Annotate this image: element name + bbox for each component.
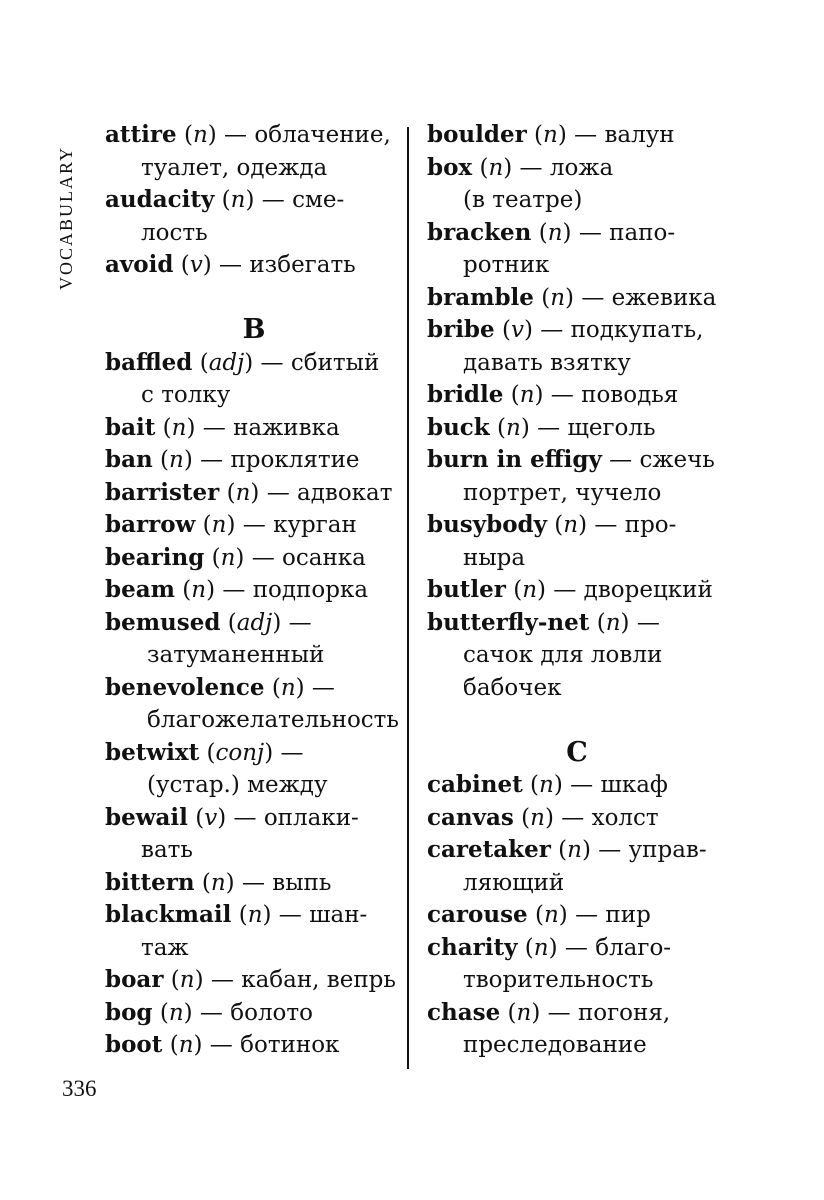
translation-continuation: вать [141, 837, 193, 863]
headword: bribe [427, 316, 495, 343]
headword: bramble [427, 283, 534, 311]
translation: сме- [292, 187, 345, 213]
vocab-entry [105, 1029, 403, 1062]
entry-first-line: blackmail (n) — шан- [105, 901, 368, 928]
column-divider [407, 127, 409, 1069]
vocab-entry [427, 412, 727, 445]
headword: bog [105, 998, 153, 1026]
translation: болото [230, 999, 313, 1026]
translation: про- [624, 512, 677, 538]
vocab-entry [427, 314, 727, 379]
vocab-entry [105, 997, 403, 1030]
part-of-speech: n [605, 609, 621, 636]
part-of-speech: n [247, 902, 263, 928]
headword: cabinet [427, 771, 523, 798]
headword: bearing [105, 543, 205, 571]
entry-first-line: carouse (n) — пир [427, 901, 651, 928]
translation-continuation: лость [141, 219, 208, 246]
translation-continuation: ныра [463, 544, 526, 571]
part-of-speech: n [533, 934, 549, 961]
translation: шан- [309, 902, 368, 928]
translation-continuation: благожелательность [147, 707, 399, 733]
translation: шкаф [600, 772, 668, 798]
headword: bridle [427, 381, 504, 408]
left-column [105, 119, 403, 1062]
translation-continuation: портрет, чучело [463, 479, 662, 506]
entry-first-line: bog (n) — болото [105, 998, 313, 1026]
translation: благо- [595, 934, 672, 961]
entry-first-line: betwixt (conj) — [105, 738, 304, 766]
vocab-entry [105, 672, 403, 737]
headword: barrister [105, 478, 220, 506]
entry-first-line: bramble (n) — ежевика [427, 283, 717, 311]
vocab-entry [105, 867, 403, 900]
part-of-speech: n [220, 544, 236, 571]
entry-first-line: buck (n) — щеголь [427, 413, 656, 441]
vocab-entry [427, 217, 727, 282]
translation: выпь [272, 869, 332, 896]
part-of-speech: n [230, 187, 246, 213]
part-of-speech: n [550, 284, 566, 311]
translation: адвокат [297, 479, 393, 506]
translation-continuation: туалет, одежда [141, 154, 328, 181]
part-of-speech: n [519, 382, 535, 408]
part-of-speech: n [506, 414, 521, 441]
entry-first-line: barrow (n) — курган [105, 511, 357, 538]
vocab-entry [105, 964, 403, 997]
headword: burn in effigy [427, 446, 602, 473]
translation: наживка [233, 414, 340, 441]
translation-continuation: творительность [463, 967, 654, 993]
entry-first-line: bewail (v) — оплаки- [105, 803, 359, 831]
translation: кабан, вепрь [241, 967, 396, 993]
vocab-entry [105, 574, 403, 607]
right-column [427, 119, 727, 1062]
vocab-entry [105, 444, 403, 477]
headword: buck [427, 413, 490, 441]
part-of-speech: n [235, 479, 251, 506]
part-of-speech: n [543, 122, 558, 148]
headword: benevolence [105, 673, 265, 701]
part-of-speech: n [178, 1032, 194, 1058]
part-of-speech: n [516, 999, 532, 1026]
part-of-speech: n [210, 869, 226, 896]
vocab-entry [427, 574, 727, 607]
part-of-speech: n [539, 772, 554, 798]
entry-first-line: busybody (n) — про- [427, 511, 677, 538]
part-of-speech: n [179, 967, 195, 993]
headword: beam [105, 576, 175, 603]
vocab-entry [105, 542, 403, 575]
translation: оплаки- [263, 804, 359, 831]
entry-first-line: ban (n) — проклятие [105, 446, 360, 473]
vocab-entry [427, 607, 727, 705]
page-number: 336 [62, 1076, 97, 1101]
translation-continuation: ляющий [463, 869, 565, 896]
entry-first-line: bracken (n) — папо- [427, 218, 676, 246]
left-lead-entries [105, 119, 403, 282]
part-of-speech: n [168, 999, 184, 1026]
vocab-entry [427, 997, 727, 1062]
vocab-entry [105, 347, 403, 412]
translation: избегать [249, 252, 356, 278]
section-c-entries [427, 769, 727, 1062]
headword: boulder [427, 121, 527, 148]
part-of-speech: n [522, 577, 538, 603]
entry-first-line: bearing (n) — осанка [105, 543, 366, 571]
part-of-speech: conj [215, 739, 265, 766]
headword: busybody [427, 511, 547, 538]
entry-first-line: barrister (n) — адвокат [105, 478, 393, 506]
headword: avoid [105, 251, 174, 278]
vocab-entry [105, 249, 403, 282]
part-of-speech: n [192, 122, 208, 148]
vocab-entry [105, 509, 403, 542]
translation: подкупать, [570, 317, 704, 343]
entry-first-line: audacity (n) — сме- [105, 186, 345, 213]
headword: ban [105, 446, 153, 473]
headword: bait [105, 413, 156, 441]
headword: baffled [105, 348, 193, 376]
headword: boar [105, 966, 164, 993]
entry-first-line: benevolence (n) — [105, 673, 335, 701]
translation-continuation: сачок для ловли [463, 642, 663, 668]
headword: blackmail [105, 901, 232, 928]
running-head-vocabulary: VOCABULARY [56, 145, 76, 290]
part-of-speech: v [189, 252, 203, 278]
entry-first-line: bribe (v) — подкупать, [427, 316, 704, 343]
headword: bemused [105, 608, 221, 636]
headword: butler [427, 576, 506, 603]
section-b-entries [105, 347, 403, 1062]
vocab-entry [427, 379, 727, 412]
translation: валун [604, 122, 675, 148]
headword: bracken [427, 218, 532, 246]
part-of-speech: v [204, 804, 218, 831]
vocab-entry [105, 607, 403, 672]
headword: bewail [105, 803, 188, 831]
headword: box [427, 153, 473, 181]
entry-first-line: boot (n) — ботинок [105, 1031, 340, 1058]
translation-continuation: с толку [141, 382, 231, 408]
translation-continuation: ротник [463, 252, 550, 278]
entry-first-line: chase (n) — погоня, [427, 998, 671, 1026]
headword: boot [105, 1031, 163, 1058]
section-heading-b: B [242, 314, 266, 345]
headword: betwixt [105, 738, 200, 766]
headword: butterfly-net [427, 608, 590, 636]
entry-first-line: beam (n) — подпорка [105, 576, 369, 603]
part-of-speech: n [530, 804, 545, 831]
part-of-speech: n [280, 674, 296, 701]
vocab-entry [427, 119, 727, 152]
right-lead-entries [427, 119, 727, 704]
entry-first-line: charity (n) — благо- [427, 933, 672, 961]
translation: холст [591, 804, 659, 831]
entry-first-line: boar (n) — кабан, вепрь [105, 966, 396, 993]
headword: barrow [105, 511, 196, 538]
part-of-speech: n [488, 154, 504, 181]
vocab-entry [427, 509, 727, 574]
headword: caretaker [427, 836, 551, 863]
section-heading-c: C [566, 736, 588, 768]
translation: сбитый [290, 349, 380, 376]
vocab-entry [427, 899, 727, 932]
vocab-entry [427, 282, 727, 315]
entry-first-line: butler (n) — дворецкий [427, 576, 713, 603]
translation-continuation: (устар.) между [147, 772, 328, 798]
vocab-entry [105, 412, 403, 445]
headword: chase [427, 998, 501, 1026]
vocab-entry [105, 737, 403, 802]
translation-continuation: таж [141, 934, 189, 961]
part-of-speech: n [191, 577, 207, 603]
entry-first-line: bemused (adj) — [105, 608, 312, 636]
part-of-speech: n [543, 902, 559, 928]
entry-first-line: butterfly-net (n) — [427, 608, 660, 636]
vocab-entry [427, 834, 727, 899]
translation: пир [605, 902, 651, 928]
vocab-entry [427, 932, 727, 997]
entry-first-line: baffled (adj) — сбитый [105, 348, 380, 376]
translation-continuation: (в театре) [463, 187, 583, 213]
part-of-speech: n [169, 447, 184, 473]
part-of-speech: n [171, 414, 187, 441]
vocab-entry [105, 899, 403, 964]
translation: курган [273, 512, 357, 538]
headword: charity [427, 933, 518, 961]
entry-first-line: boulder (n) — валун [427, 121, 675, 148]
entry-first-line: bittern (n) — выпь [105, 868, 332, 896]
translation-continuation: преследование [463, 1032, 647, 1058]
vocab-entry [427, 802, 727, 835]
vocab-entry [105, 184, 403, 249]
vocab-entry [427, 152, 727, 217]
vocab-entry [427, 769, 727, 802]
entry-first-line: bait (n) — наживка [105, 413, 340, 441]
entry-first-line: cabinet (n) — шкаф [427, 771, 668, 798]
entry-first-line: bridle (n) — поводья [427, 381, 679, 408]
entry-first-line: avoid (v) — избегать [105, 251, 356, 278]
translation: дворецкий [583, 577, 713, 603]
translation-continuation: бабочек [463, 674, 562, 701]
translation: погоня, [577, 999, 671, 1026]
translation: сжечь [639, 447, 715, 473]
part-of-speech: n [547, 219, 563, 246]
vocab-entry [105, 119, 403, 184]
part-of-speech: adj [236, 609, 273, 636]
headword: bittern [105, 868, 195, 896]
translation: осанка [282, 544, 366, 571]
vocab-entry [105, 477, 403, 510]
translation: щеголь [567, 414, 656, 441]
part-of-speech: n [563, 512, 579, 538]
translation: ежевика [611, 284, 717, 311]
headword: canvas [427, 803, 514, 831]
headword: audacity [105, 186, 215, 213]
vocab-entry [427, 444, 727, 509]
part-of-speech: v [510, 317, 524, 343]
translation: ботинок [240, 1032, 340, 1058]
entry-first-line: canvas (n) — холст [427, 803, 659, 831]
entry-first-line: box (n) — ложа [427, 153, 614, 181]
part-of-speech: n [567, 837, 582, 863]
entry-first-line: attire (n) — облачение, [105, 121, 391, 148]
translation: папо- [609, 219, 676, 246]
part-of-speech: n [211, 512, 227, 538]
translation: облачение, [254, 122, 391, 148]
vocab-entry [105, 802, 403, 867]
translation: ложа [549, 154, 614, 181]
translation-continuation: давать взятку [463, 349, 631, 376]
headword: carouse [427, 901, 528, 928]
translation-continuation: затуманенный [147, 642, 325, 668]
entry-first-line: burn in effigy — сжечь [427, 446, 715, 473]
headword: attire [105, 121, 177, 148]
entry-first-line: caretaker (n) — управ- [427, 836, 707, 863]
translation: проклятие [230, 447, 360, 473]
translation: поводья [581, 382, 679, 408]
translation: управ- [628, 837, 707, 863]
translation: подпорка [252, 577, 369, 603]
part-of-speech: adj [208, 349, 245, 376]
